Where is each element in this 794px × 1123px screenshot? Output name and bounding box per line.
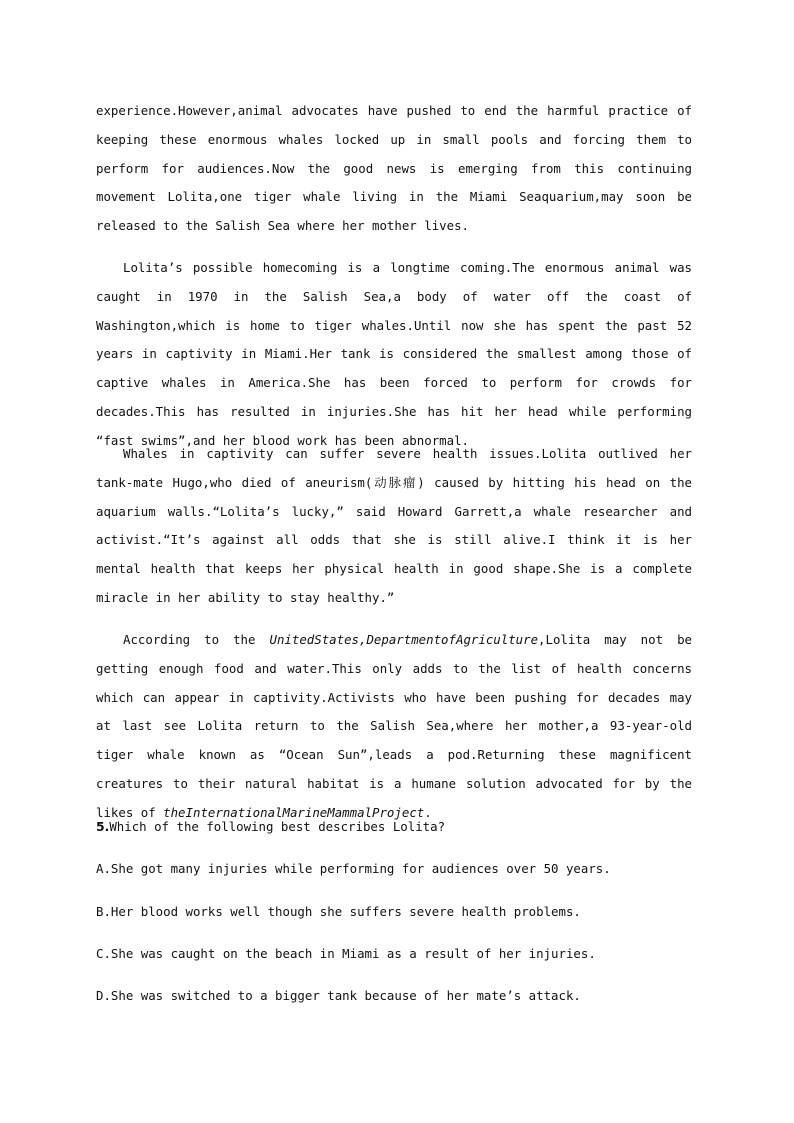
option-c: C.She was caught on the beach in Miami as a result of her injuries. [96,946,596,961]
option-b: B.Her blood works well though she suffers severe health problems. [96,904,581,919]
question-5 [96,817,716,837]
paragraph-3: Whales in captivity can suffer severe health issues.Lolita outlived her tank-mate Hugo,who died of aneurism(动脉瘤) caused by hitting his head on the aquarium walls.“Lolita’s lucky,” said Howard Garrett,a whale researcher and activist.“It’s against all odds that she is still alive.I think it is her mental health that keeps her physical health in good shape.She is a complete miracle in her ability to stay healthy.” [96,446,692,605]
paragraph-4 [96,626,692,828]
paragraph-4-end: . [424,804,432,820]
paragraph-1: experience.However,animal advocates have pushed to end the harmful practice of keeping these enormous whales locked up in small pools and forcing them to perform for audiences.Now the good news is emerging from this continuing movement Lolita,one tiger whale living in the Miami Seaquarium,may soon be released to the Salish Sea where her mother lives. [96,103,692,234]
option-a: A.She got many injuries while performing for audiences over 50 years. [96,861,611,876]
option-d: D.She was switched to a bigger tank because of her mate’s attack. [96,988,581,1003]
paragraph-4-middle: ,Lolita may not be getting enough food and water.This only adds to the list of health concerns which can appear in captivity.Activists who have been pushing for decades may at last see Lolita return to the Salish Sea,where her mother,a 93-year-old tiger whale known as “Ocean Sun”,leads a pod.Returning these magnificent creatures to their natural habitat is a humane solution advocated for by the likes of [96,632,692,820]
paragraph-2: Lolita’s possible homecoming is a longtime coming.The enormous animal was caught in 1970 in the Salish Sea,a body of water off the coast of Washington,which is home to tiger whales.Until now she has spent the past 52 years in captivity in Miami.Her tank is considered the smallest among those of captive whales in America.She has been forced to perform for crowds for decades.This has resulted in injuries.She has hit her head while performing “fast swims”,and her blood work has been abnormal. [96,260,692,448]
project-name: theInternationalMarineMammalProject [163,804,425,820]
paragraph-4-start: According to the [123,632,270,647]
question-number: 5. [96,819,110,834]
usda-name: UnitedStates,DepartmentofAgriculture [269,632,539,647]
question-text: Which of the following best describes Lolita? [109,819,446,834]
